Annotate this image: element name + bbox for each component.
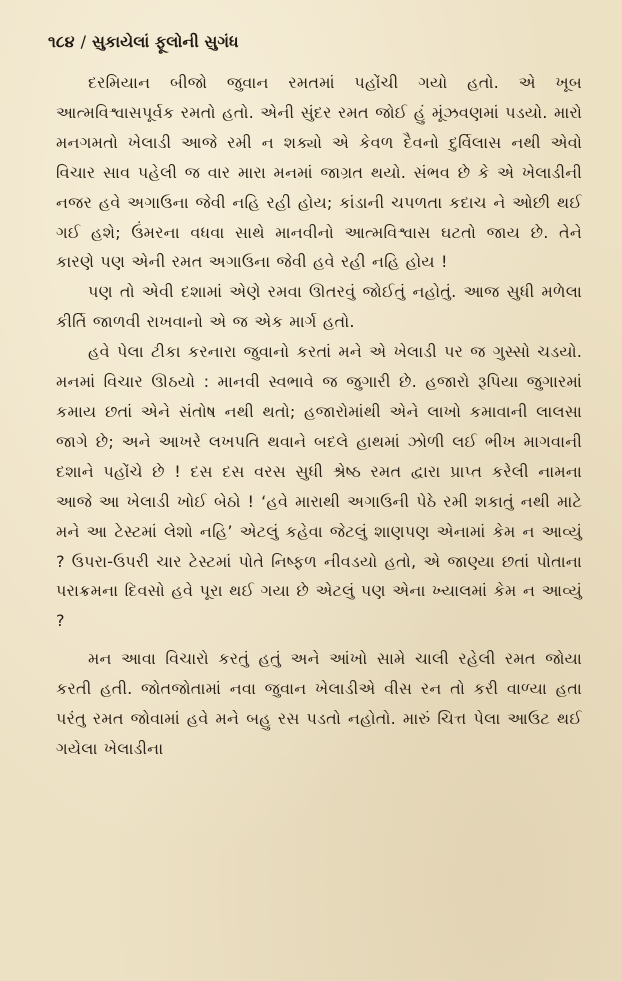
paragraph: મન આવા વિચારો કરતું હતું અને આંખો સામે ચાલી રહેલી રમત જોયા કરતી હતી. જોતજોતામાં નવા જુવાન ખેલાડીએ વીસ રન તો કરી વાળ્યા હતા પરંતુ રમત જોવામાં હવે મને બહુ રસ પડતો નહોતો. મારું ચિત્ત પેલા આઉટ થઈ ગયેલા ખેલાડીના bbox=[56, 649, 582, 758]
body-text bbox=[56, 68, 582, 764]
paragraph: દરમિયાન બીજો જુવાન રમતમાં પહોંચી ગયો હતો. એ ખૂબ આત્મવિશ્વાસપૂર્વક રમતો હતો. એની સુંદર રમત જોઈ હું મૂંઝવણમાં પડયો. મારો મનગમતો ખેલાડી આજે રમી ન શક્યો એ કેવળ દૈવનો દુર્વિલાસ નથી એવો વિચાર સાવ પહેલી જ વાર મારા મનમાં જાગ્રત થયો. સંભવ છે કે એ ખેલાડીની નજર હવે અગાઉના જેવી નહિ રહી હોય; કાંડાની ચપળતા કદાચ ને ઓછી થઈ ગઈ હશે; ઉંમરના વધવા સાથે માનવીનો આત્મવિશ્વાસ ઘટતો જાય છે. તેને કારણે પણ એની રમત અગાઉના જેવી હવે રહી નહિ હોય ! bbox=[56, 73, 582, 272]
paragraph: પણ તો એવી દશામાં એણે રમવા ઊતરવું જોઈતું નહોતું. આજ સુધી મળેલા કીર્તિ જાળવી રાખવાનો એ જ એક માર્ગ હતો. bbox=[56, 282, 582, 332]
header-separator: / bbox=[80, 32, 86, 51]
book-title: સુકાયેલાં ફૂલોની સુગંધ bbox=[91, 32, 239, 51]
paragraph: હવે પેલા ટીકા કરનારા જુવાનો કરતાં મને એ ખેલાડી પર જ ગુસ્સો ચડયો. મનમાં વિચાર ઊઠયો : માનવી સ્વભાવે જ જુગારી છે. હજારો રૂપિયા જુગારમાં કમાય છતાં એને સંતોષ નથી થતો; હજારોમાંથી એને લાખો કમાવાની લાલસા જાગે છે; અને આખરે લખપતિ થવાને બદલે હાથમાં ઝોળી લઈ ભીખ માગવાની દશાને પહોંચે છે ! દસ દસ વરસ સુધી શ્રેષ્ઠ રમત દ્વારા પ્રાપ્ત કરેલી નામના આજે આ ખેલાડી ખોઈ બેઠો ! ‘હવે મારાથી અગાઉની પેઠે રમી શકાતું નથી માટે મને આ ટેસ્ટમાં લેશો નહિ’ એટલું કહેવા જેટલું શાણપણ એનામાં કેમ ન આવ્યું ? ઉપરા-ઉપરી ચાર ટેસ્ટમાં પોતે નિષ્ફળ નીવડયો હતો, એ જાણ્યા છતાં પોતાના પરાક્રમના દિવસો હવે પૂરા થઈ ગયા છે એટલું પણ એના ખ્યાલમાં કેમ ન આવ્યું ? bbox=[56, 342, 582, 631]
running-header bbox=[48, 30, 582, 54]
page-number: ૧૮૪ bbox=[48, 32, 75, 51]
